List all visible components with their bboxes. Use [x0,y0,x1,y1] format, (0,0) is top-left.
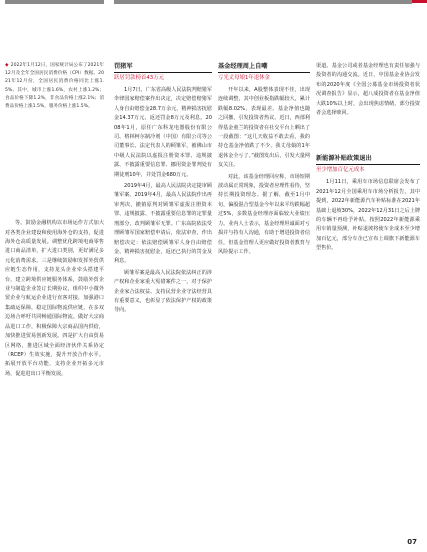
page-number: 07 [407,538,417,546]
section-title: 基金经理周上自嘲 [218,63,268,70]
section-subtitle: 至少增加百亿元成本 [316,167,365,174]
page-corner-mark [412,0,427,3]
top-rule [5,0,104,4]
body-paragraph: 等。鼓励金融机构以市场运作方式加大对各类企业建设和使用海外仓的支持，促进海外仓高质量发展。调整优化跨境电商零售进口商品清单，扩大进口类别，更好满足多元化消费需求。三是继续鼓励和发挥外贸供应链生态作用，支持龙头企业牵头搭建平台，建立跨境供应链服务体系，鼓励外贸企业与制造企业签订长期协议，组织中小微外贸企业与航运企业进行直客对接，加强港口集疏运保障，稳定国际物流供应链，在多双边场合呼吁共同畅通国际物流。做好大宗商品进口工作，积极保障大宗商品国内供给，加快推进贸易创新发展。四是扩大自由贸易区网络，推进区域全面经济伙伴关系协定（RCEP）生效实施，提升开放合作水平。拓展开放平台功能，支持企业开拓多元市场，促进进出口平衡发展。 [5,220,104,377]
column-4 [316,62,420,256]
cpi-note [5,62,104,111]
section-divider [114,72,212,73]
cpi-note-text: 2022年1月12日，国家统计局公布了2021年12月及全年全国居民消费价格（CPI）数据。2021年12月份，全国居民消费价格同比上涨1.5%。其中，城市上涨1.6%，农村上涨1.2%；食品价格下降1.2%，非食品价格上涨2.1%；消费品价格上涨1.5%，服务价格上涨1.5%。 [5,63,104,110]
section-title: 新能源补贴政策退出 [316,155,372,163]
body-paragraph: 对此，该基金经理回应称，市场短期波动属正常现象，投资者应理性看待，坚持长期投资理念。据了解，截至1月中旬，偏股混合型基金今年以来平均跌幅超过5%，多数基金经理亦面临较大业绩压力。业内人士表示，基金经理坦诚面对亏损并与持有人沟通，有助于增进投资者信任，但基金管理人更应做好投资者教育与风险提示工作。 [218,173,310,255]
body-paragraph: 渠道。基金公司或者基金经理也有责任加强与投资者的沟通交流。近日，中国基金业协会发布的2020年度《全国公募基金市场投资者状况调查报告》显示，超八成投资者在基金净值大跌10%以上时，会出现焦虑情绪，部分投资者会选择赎回。 [316,63,420,117]
section-divider [316,164,420,165]
column-2 [114,62,212,318]
body-paragraph: 开年以来，A股整体表现不佳，出现连续调整，其中创业板指跌幅较大，累计跌幅8.02%，表现最差。基金净值也随之回撤，引发投资者热议。近日，西部利得基金童兰的投资者在社交平台上晒出了一段截图：“这几天收益不敢去看，我的持仓基金净值跌了不少，我丈母娘的1年退休金全亏了。”截图发出后，引发大量网友关注。 [218,87,310,169]
section-subtitle: 亏光丈母娘1年退休金 [218,75,270,81]
section-title: 罚猪军 [114,63,133,70]
body-paragraph: 1月11日，乘用车市场信息联席会发布了2021年12月全国乘用车市场分析报告，其中提到，2022年新能源汽车补贴标准在2021年基础上退坡30%，2022年12月31日之后上牌的车辆不再给予补贴。按照2022年新能源乘用车销量预测，补贴退坡将使车企成本至少增加百亿元，部分车企已宣布上调旗下新能源车型售价。 [316,179,420,252]
body-paragraph: 顾雏军案是最高人民法院依法纠正的涉产权和企业家重大冤错案件之一，对于保护企业家合法权益、支持民营企业守法经营具有重要意义，也彰显了依法保护产权的政策导向。 [114,269,212,314]
section-divider [218,72,310,73]
top-rule [316,0,412,4]
top-rule [114,0,316,4]
column-1 [5,8,104,381]
section-subtitle: 跃居罚款榜首43万元 [114,75,164,81]
column-3 [218,62,310,259]
note-marker-icon: ◆ [5,63,9,68]
body-paragraph: 1月7日，广东省高级人民法院判赔猪军伞律国家赔偿案作出决定，决定赔偿赔猪军人身自由赔偿金28.7万余元，精神损害抚慰金14.37万元，返还罚金8万元及利息。2008年1月，原任广东科龙电器股份有限公司、格林柯尔制冷剂（中国）有限公司等公司董事长、法定代表人的顾雏军，被佛山市中级人民法院以虚报注册资本罪、违规披露、不披露重要信息罪、挪用资金罪判处有期徒刑10年，并处罚金680万元。 [114,87,212,178]
body-paragraph: 2019年4月，最高人民法院决定提审顾雏军案。2019年4月，最高人民法院作出再审判决，撤销原判对顾雏军虚报注册资本罪、违规披露、不披露重要信息罪的定罪量刑部分，改判顾雏军无罪。广东高院依法受理顾雏军国家赔偿申请后，依法审查，作出赔偿决定：依法赔偿顾雏军人身自由赔偿金、精神损害抚慰金，返还已执行的罚金及利息。 [114,183,212,265]
